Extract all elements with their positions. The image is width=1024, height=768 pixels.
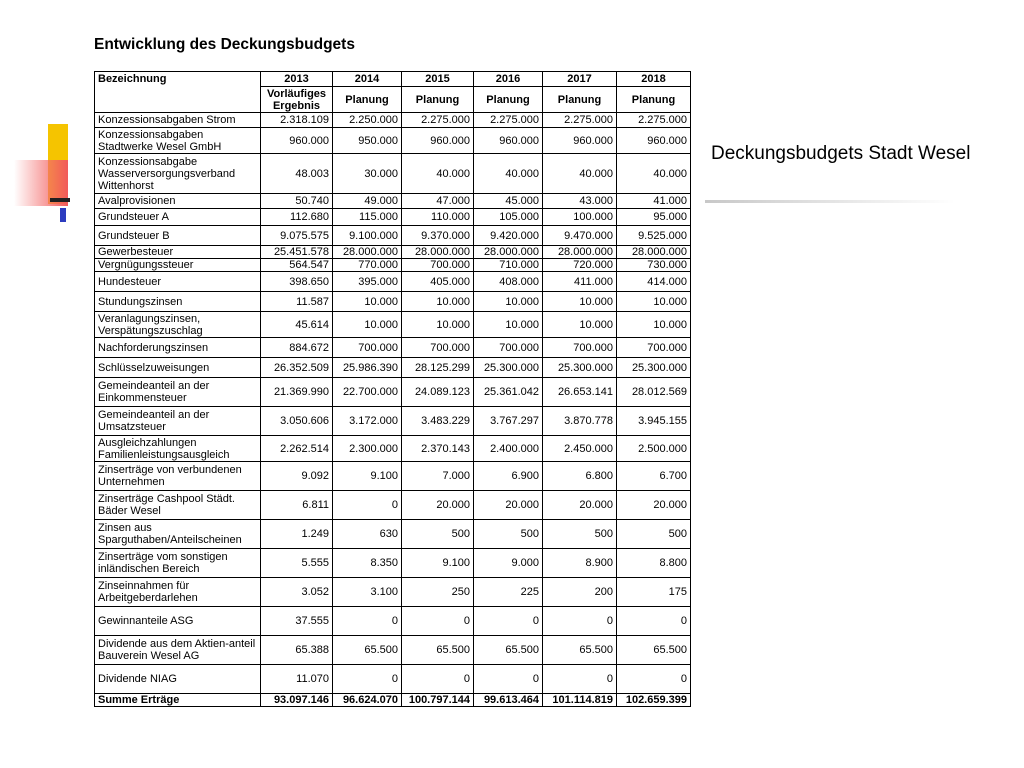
cell-value: 20.000 <box>617 491 691 520</box>
cell-value: 50.740 <box>261 194 333 209</box>
column-subheader: Planung <box>474 87 543 113</box>
column-header-year: 2018 <box>617 72 691 87</box>
row-label: Zinserträge Cashpool Städt. Bäder Wesel <box>95 491 261 520</box>
cell-value: 3.870.778 <box>543 407 617 436</box>
table-row <box>95 128 691 154</box>
cell-value: 65.500 <box>617 636 691 665</box>
cell-value: 10.000 <box>543 292 617 312</box>
cell-value: 105.000 <box>474 209 543 226</box>
cell-value: 10.000 <box>402 292 474 312</box>
cell-value: 48.003 <box>261 154 333 194</box>
cell-value: 500 <box>543 520 617 549</box>
cell-value: 10.000 <box>333 312 402 338</box>
cell-value: 10.000 <box>543 312 617 338</box>
row-label: Konzessionsabgabe Wasserversorgungsverband Wittenhorst <box>95 154 261 194</box>
cell-value: 0 <box>402 665 474 694</box>
cell-value: 2.300.000 <box>333 436 402 462</box>
document-title: Entwicklung des Deckungsbudgets <box>94 36 355 53</box>
cell-value: 8.350 <box>333 549 402 578</box>
table-row <box>95 578 691 607</box>
cell-value: 700.000 <box>543 338 617 358</box>
cell-value: 9.525.000 <box>617 226 691 246</box>
cell-value: 408.000 <box>474 272 543 292</box>
cell-value: 3.767.297 <box>474 407 543 436</box>
cell-value: 26.653.141 <box>543 378 617 407</box>
cell-value: 21.369.990 <box>261 378 333 407</box>
table-row <box>95 358 691 378</box>
cell-value: 45.614 <box>261 312 333 338</box>
cell-value: 10.000 <box>474 312 543 338</box>
table-row <box>95 607 691 636</box>
cell-value: 47.000 <box>402 194 474 209</box>
row-label: Summe Erträge <box>95 694 261 707</box>
cell-value: 700.000 <box>402 338 474 358</box>
row-label: Ausgleichzahlungen Familienleistungsausgleich <box>95 436 261 462</box>
cell-value: 40.000 <box>617 154 691 194</box>
cell-value: 2.400.000 <box>474 436 543 462</box>
column-subheader: Planung <box>402 87 474 113</box>
cell-value: 8.900 <box>543 549 617 578</box>
cell-value: 2.275.000 <box>543 113 617 128</box>
cell-value: 7.000 <box>402 462 474 491</box>
cell-value: 1.249 <box>261 520 333 549</box>
cell-value: 37.555 <box>261 607 333 636</box>
cell-value: 225 <box>474 578 543 607</box>
cell-value: 405.000 <box>402 272 474 292</box>
cell-value: 2.450.000 <box>543 436 617 462</box>
cell-value: 2.275.000 <box>402 113 474 128</box>
cell-value: 884.672 <box>261 338 333 358</box>
decor-blue-bar <box>60 208 66 222</box>
cell-value: 0 <box>402 607 474 636</box>
table-row <box>95 520 691 549</box>
cell-value: 26.352.509 <box>261 358 333 378</box>
cell-value: 730.000 <box>617 259 691 272</box>
cell-value: 9.000 <box>474 549 543 578</box>
table-row <box>95 665 691 694</box>
cell-value: 3.050.606 <box>261 407 333 436</box>
row-label: Zinseinnahmen für Arbeitgeberdarlehen <box>95 578 261 607</box>
row-label: Gewerbesteuer <box>95 246 261 259</box>
cell-value: 65.500 <box>333 636 402 665</box>
budget-table-body <box>95 113 691 694</box>
cell-value: 770.000 <box>333 259 402 272</box>
table-header-row-years <box>95 72 691 87</box>
cell-value: 9.420.000 <box>474 226 543 246</box>
cell-value: 0 <box>474 665 543 694</box>
table-row <box>95 194 691 209</box>
cell-value: 250 <box>402 578 474 607</box>
column-subheader: Planung <box>543 87 617 113</box>
table-row <box>95 259 691 272</box>
cell-value: 49.000 <box>333 194 402 209</box>
cell-value: 96.624.070 <box>333 694 402 707</box>
row-label: Dividende aus dem Aktien-anteil Bauverein Wesel AG <box>95 636 261 665</box>
cell-value: 3.945.155 <box>617 407 691 436</box>
table-row <box>95 636 691 665</box>
cell-value: 28.000.000 <box>402 246 474 259</box>
row-label: Gewinnanteile ASG <box>95 607 261 636</box>
cell-value: 500 <box>402 520 474 549</box>
cell-value: 2.500.000 <box>617 436 691 462</box>
cell-value: 28.000.000 <box>543 246 617 259</box>
table-row <box>95 113 691 128</box>
cell-value: 9.370.000 <box>402 226 474 246</box>
cell-value: 40.000 <box>402 154 474 194</box>
cell-value: 6.700 <box>617 462 691 491</box>
table-row <box>95 246 691 259</box>
cell-value: 960.000 <box>402 128 474 154</box>
cell-value: 500 <box>617 520 691 549</box>
cell-value: 0 <box>543 607 617 636</box>
cell-value: 95.000 <box>617 209 691 226</box>
table-row <box>95 292 691 312</box>
cell-value: 0 <box>474 607 543 636</box>
cell-value: 3.052 <box>261 578 333 607</box>
cell-value: 11.587 <box>261 292 333 312</box>
cell-value: 9.075.575 <box>261 226 333 246</box>
cell-value: 960.000 <box>543 128 617 154</box>
cell-value: 28.000.000 <box>474 246 543 259</box>
row-label: Dividende NIAG <box>95 665 261 694</box>
cell-value: 3.172.000 <box>333 407 402 436</box>
table-row-sum <box>95 694 691 707</box>
table-row <box>95 312 691 338</box>
cell-value: 28.000.000 <box>333 246 402 259</box>
row-label: Veranlagungszinsen, Verspätungszuschlag <box>95 312 261 338</box>
cell-value: 22.700.000 <box>333 378 402 407</box>
column-subheader: Vorläufiges Ergebnis <box>261 87 333 113</box>
cell-value: 25.451.578 <box>261 246 333 259</box>
cell-value: 110.000 <box>402 209 474 226</box>
row-label: Zinsen aus Sparguthaben/Anteilscheinen <box>95 520 261 549</box>
cell-value: 2.275.000 <box>617 113 691 128</box>
cell-value: 25.986.390 <box>333 358 402 378</box>
row-label: Zinserträge von verbundenen Unternehmen <box>95 462 261 491</box>
cell-value: 0 <box>333 491 402 520</box>
cell-value: 101.114.819 <box>543 694 617 707</box>
row-label: Zinserträge vom sonstigen inländischen Bereich <box>95 549 261 578</box>
cell-value: 6.800 <box>543 462 617 491</box>
cell-value: 720.000 <box>543 259 617 272</box>
decor-divider-line <box>705 200 955 203</box>
table-row <box>95 549 691 578</box>
cell-value: 65.500 <box>402 636 474 665</box>
cell-value: 6.811 <box>261 491 333 520</box>
row-label: Konzessionsabgaben Strom <box>95 113 261 128</box>
row-label: Grundsteuer B <box>95 226 261 246</box>
cell-value: 414.000 <box>617 272 691 292</box>
cell-value: 65.500 <box>543 636 617 665</box>
cell-value: 8.800 <box>617 549 691 578</box>
cell-value: 45.000 <box>474 194 543 209</box>
cell-value: 40.000 <box>543 154 617 194</box>
cell-value: 10.000 <box>617 312 691 338</box>
row-label: Nachforderungszinsen <box>95 338 261 358</box>
cell-value: 25.300.000 <box>617 358 691 378</box>
cell-value: 41.000 <box>617 194 691 209</box>
column-header-year: 2013 <box>261 72 333 87</box>
cell-value: 43.000 <box>543 194 617 209</box>
cell-value: 0 <box>333 665 402 694</box>
cell-value: 175 <box>617 578 691 607</box>
cell-value: 0 <box>617 607 691 636</box>
row-label: Konzessionsabgaben Stadtwerke Wesel GmbH <box>95 128 261 154</box>
row-label: Hundesteuer <box>95 272 261 292</box>
cell-value: 0 <box>543 665 617 694</box>
cell-value: 28.000.000 <box>617 246 691 259</box>
cell-value: 20.000 <box>543 491 617 520</box>
cell-value: 960.000 <box>617 128 691 154</box>
cell-value: 2.370.143 <box>402 436 474 462</box>
cell-value: 710.000 <box>474 259 543 272</box>
column-header-year: 2015 <box>402 72 474 87</box>
table-row <box>95 338 691 358</box>
table-row <box>95 462 691 491</box>
cell-value: 30.000 <box>333 154 402 194</box>
cell-value: 500 <box>474 520 543 549</box>
cell-value: 3.100 <box>333 578 402 607</box>
cell-value: 5.555 <box>261 549 333 578</box>
cell-value: 9.100.000 <box>333 226 402 246</box>
cell-value: 630 <box>333 520 402 549</box>
table-row <box>95 491 691 520</box>
cell-value: 9.100 <box>333 462 402 491</box>
cell-value: 564.547 <box>261 259 333 272</box>
budget-table <box>94 71 691 707</box>
row-label: Schlüsselzuweisungen <box>95 358 261 378</box>
table-row <box>95 209 691 226</box>
row-label: Avalprovisionen <box>95 194 261 209</box>
cell-value: 10.000 <box>402 312 474 338</box>
column-subheader: Planung <box>333 87 402 113</box>
row-label: Stundungszinsen <box>95 292 261 312</box>
cell-value: 700.000 <box>617 338 691 358</box>
cell-value: 25.361.042 <box>474 378 543 407</box>
cell-value: 2.250.000 <box>333 113 402 128</box>
cell-value: 11.070 <box>261 665 333 694</box>
cell-value: 25.300.000 <box>543 358 617 378</box>
table-row <box>95 436 691 462</box>
cell-value: 960.000 <box>474 128 543 154</box>
cell-value: 395.000 <box>333 272 402 292</box>
table-row <box>95 407 691 436</box>
column-subheader: Planung <box>617 87 691 113</box>
column-header-bezeichnung: Bezeichnung <box>95 72 261 113</box>
row-label: Gemeindeanteil an der Einkommensteuer <box>95 378 261 407</box>
cell-value: 411.000 <box>543 272 617 292</box>
cell-value: 6.900 <box>474 462 543 491</box>
cell-value: 102.659.399 <box>617 694 691 707</box>
cell-value: 2.262.514 <box>261 436 333 462</box>
cell-value: 115.000 <box>333 209 402 226</box>
table-row <box>95 378 691 407</box>
cell-value: 0 <box>333 607 402 636</box>
cell-value: 20.000 <box>402 491 474 520</box>
cell-value: 65.500 <box>474 636 543 665</box>
cell-value: 2.275.000 <box>474 113 543 128</box>
cell-value: 100.797.144 <box>402 694 474 707</box>
cell-value: 700.000 <box>333 338 402 358</box>
cell-value: 10.000 <box>617 292 691 312</box>
cell-value: 9.470.000 <box>543 226 617 246</box>
row-label: Vergnügungssteuer <box>95 259 261 272</box>
column-header-year: 2016 <box>474 72 543 87</box>
cell-value: 10.000 <box>474 292 543 312</box>
cell-value: 200 <box>543 578 617 607</box>
cell-value: 112.680 <box>261 209 333 226</box>
cell-value: 700.000 <box>402 259 474 272</box>
cell-value: 398.650 <box>261 272 333 292</box>
column-header-year: 2014 <box>333 72 402 87</box>
row-label: Gemeindeanteil an der Umsatzsteuer <box>95 407 261 436</box>
table-row <box>95 154 691 194</box>
cell-value: 99.613.464 <box>474 694 543 707</box>
column-header-year: 2017 <box>543 72 617 87</box>
table-row <box>95 226 691 246</box>
cell-value: 25.300.000 <box>474 358 543 378</box>
cell-value: 65.388 <box>261 636 333 665</box>
decor-dark-line <box>50 198 70 202</box>
cell-value: 950.000 <box>333 128 402 154</box>
cell-value: 960.000 <box>261 128 333 154</box>
slide-caption: Deckungsbudgets Stadt Wesel <box>711 143 971 164</box>
table-row <box>95 272 691 292</box>
cell-value: 20.000 <box>474 491 543 520</box>
cell-value: 2.318.109 <box>261 113 333 128</box>
cell-value: 10.000 <box>333 292 402 312</box>
cell-value: 3.483.229 <box>402 407 474 436</box>
cell-value: 28.125.299 <box>402 358 474 378</box>
cell-value: 93.097.146 <box>261 694 333 707</box>
cell-value: 40.000 <box>474 154 543 194</box>
cell-value: 9.092 <box>261 462 333 491</box>
cell-value: 28.012.569 <box>617 378 691 407</box>
row-label: Grundsteuer A <box>95 209 261 226</box>
cell-value: 0 <box>617 665 691 694</box>
cell-value: 700.000 <box>474 338 543 358</box>
cell-value: 9.100 <box>402 549 474 578</box>
cell-value: 100.000 <box>543 209 617 226</box>
cell-value: 24.089.123 <box>402 378 474 407</box>
